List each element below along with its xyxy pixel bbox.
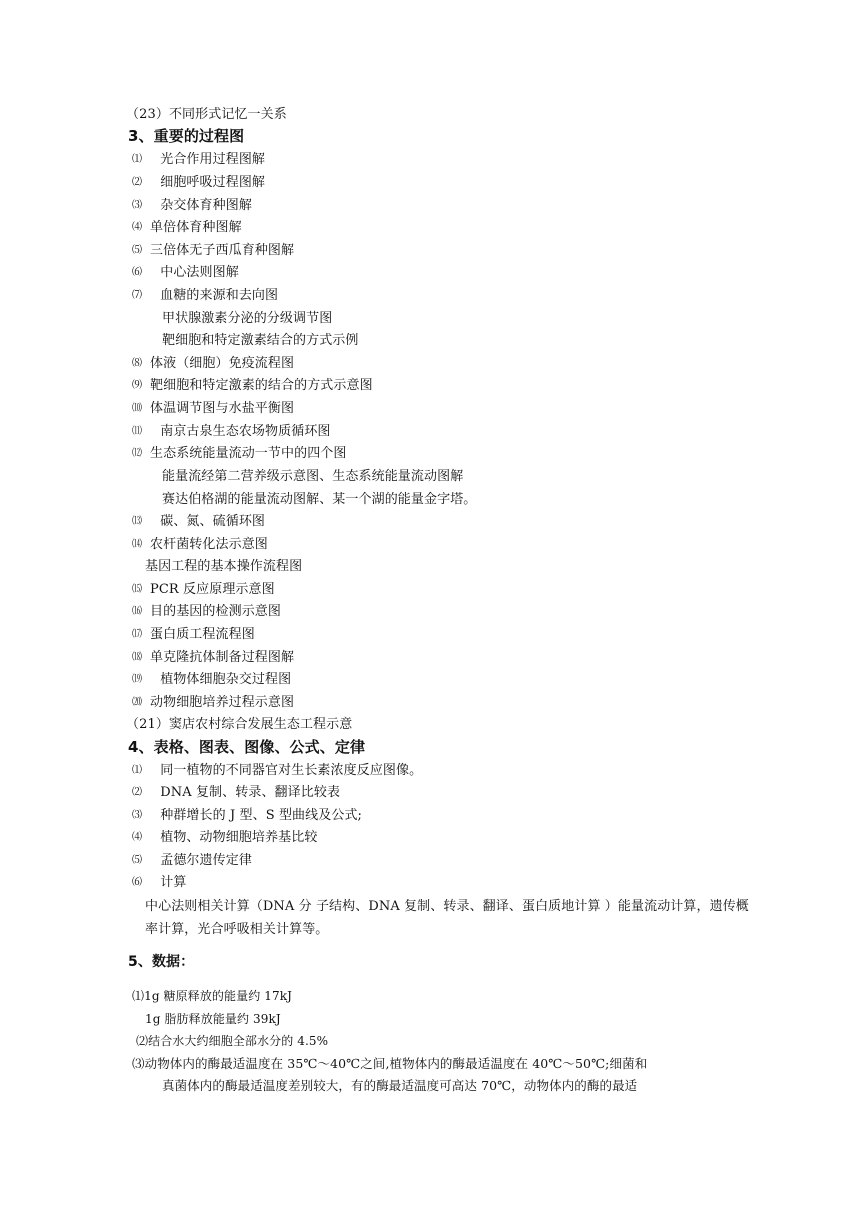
item-text: 生态系统能量流动一节中的四个图	[150, 446, 347, 461]
data-line: ⑶动物体内的酶最适温度在 35℃～40℃之间,植物体内的酶最适温度在 40℃～50℃;细菌和	[132, 1056, 648, 1071]
list-item	[132, 829, 317, 847]
list-item	[132, 445, 347, 463]
item-text: 孟德尔遗传定律	[160, 853, 252, 868]
item-number: ⑸	[132, 855, 143, 866]
list-item	[132, 151, 265, 169]
sub-item: 靶细胞和特定激素结合的方式示例	[162, 333, 359, 348]
item-text: 计算	[160, 875, 187, 890]
item-number: ⒄	[132, 629, 143, 640]
item-text: 农杆菌转化法示意图	[150, 537, 268, 552]
data-line: 1g 脂肪释放能量约 39kJ	[145, 1012, 281, 1026]
list-item	[132, 762, 422, 780]
sub-item: 赛达伯格湖的能量流动图解、某一个湖的能量金字塔。	[162, 492, 477, 507]
item-text: 体液（细胞）免疫流程图	[150, 356, 295, 371]
section-5-title: 5、数据：	[128, 954, 195, 970]
item-text: 杂交体育种图解	[160, 198, 252, 213]
list-item	[132, 242, 294, 260]
item-text: 靶细胞和特定激素的结合的方式示意图	[150, 378, 373, 393]
item-number: ⒀	[132, 516, 143, 527]
list-item	[132, 784, 340, 802]
item-number: ⒁	[132, 539, 143, 550]
item-text: DNA 复制、转录、翻译比较表	[160, 785, 341, 800]
list-item	[132, 219, 242, 237]
item-number: ⑹	[132, 877, 143, 888]
line-23: （23）不同形式记忆一关系	[126, 107, 287, 122]
item-number: ⑻	[132, 358, 143, 369]
item-text: 植物体细胞杂交过程图	[160, 672, 292, 687]
item-text: PCR 反应原理示意图	[150, 582, 275, 597]
item-number: ⒆	[132, 674, 143, 685]
item-text: 种群增长的 J 型、S 型曲线及公式;	[160, 808, 363, 823]
item-number: ⑷	[132, 832, 143, 843]
item-text: 血糖的来源和去向图	[160, 288, 279, 303]
item-number: ⑼	[132, 380, 143, 391]
list-item	[132, 355, 294, 373]
item-text: 中心法则图解	[160, 265, 239, 280]
list-item	[132, 874, 186, 892]
item-text: 体温调节图与水盐平衡图	[150, 401, 295, 416]
list-item	[132, 423, 331, 441]
list-item	[132, 377, 373, 395]
item-number: ⑽	[132, 403, 143, 414]
item-text: 目的基因的检测示意图	[150, 604, 282, 619]
list-item	[132, 264, 239, 282]
item-text: 三倍体无子西瓜育种图解	[150, 243, 295, 258]
list-item	[132, 400, 294, 418]
item-number: ⑿	[132, 448, 143, 459]
list-item	[132, 807, 362, 825]
item-text: 动物细胞培养过程示意图	[150, 695, 295, 710]
item-text: 同一植物的不同器官对生长素浓度反应图像。	[160, 763, 423, 778]
sub-item: 能量流经第二营养级示意图、生态系统能量流动图解	[162, 469, 464, 484]
item-number: ⒇	[132, 697, 143, 708]
item-text: 单克隆抗体制备过程图解	[150, 650, 295, 665]
list-item	[132, 626, 255, 644]
item-number: ⑺	[132, 290, 143, 301]
item-text: 南京古泉生态农场物质循环图	[160, 424, 331, 439]
item-number: ⑵	[132, 177, 143, 188]
data-line: ⑵结合水大约细胞全部水分的 4.5%	[136, 1034, 329, 1048]
item-number: ⒃	[132, 606, 143, 617]
list-item	[132, 287, 278, 305]
item-number: ⑴	[132, 154, 143, 165]
item-number: ⑶	[132, 200, 143, 211]
item-number: ⒂	[132, 584, 143, 595]
section-4-title: 4、表格、图表、图像、公式、定律	[128, 738, 366, 756]
list-item	[132, 513, 265, 531]
item-number: ⑹	[132, 267, 143, 278]
item-number: ⑷	[132, 222, 143, 233]
item-number: ⑴	[132, 765, 143, 776]
list-item	[132, 581, 275, 599]
section-3-title: 3、重要的过程图	[128, 127, 245, 145]
sub-item: 甲状腺激素分泌的分级调节图	[162, 311, 333, 326]
sub-item: 基因工程的基本操作流程图	[145, 559, 303, 574]
list-item	[132, 649, 294, 667]
item-text: 单倍体育种图解	[150, 220, 242, 235]
list-item	[132, 852, 252, 870]
item-number: ⑾	[132, 426, 143, 437]
list-item	[132, 536, 268, 554]
item-text: 光合作用过程图解	[160, 152, 266, 167]
item-number: ⒅	[132, 652, 143, 663]
item-text: 碳、氮、硫循环图	[160, 514, 266, 529]
list-item	[132, 603, 281, 621]
list-item	[132, 197, 252, 215]
paragraph: 中心法则相关计算（DNA 分 子结构、DNA 复制、转录、翻译、蛋白质地计算 ）能量流动计算，遗传概率计算，光合呼吸相关计算等。	[145, 899, 749, 937]
list-item	[132, 671, 291, 689]
item-number: ⑵	[132, 787, 143, 798]
data-line: 真菌体内的酶最适温度差别较大，有的酶最适温度可高达 70℃，动物体内的酶的最适	[162, 1078, 638, 1093]
list-item	[132, 694, 294, 712]
item-text: 细胞呼吸过程图解	[160, 175, 266, 190]
item-number: ⑸	[132, 245, 143, 256]
list-item: （21）窦店农村综合发展生态工程示意	[126, 717, 353, 732]
item-text: 蛋白质工程流程图	[150, 627, 255, 642]
item-number: ⑶	[132, 810, 143, 821]
data-line: ⑴1g 糖原释放的能量约 17kJ	[132, 989, 292, 1003]
list-item	[132, 174, 265, 192]
item-text: 植物、动物细胞培养基比较	[160, 830, 318, 845]
